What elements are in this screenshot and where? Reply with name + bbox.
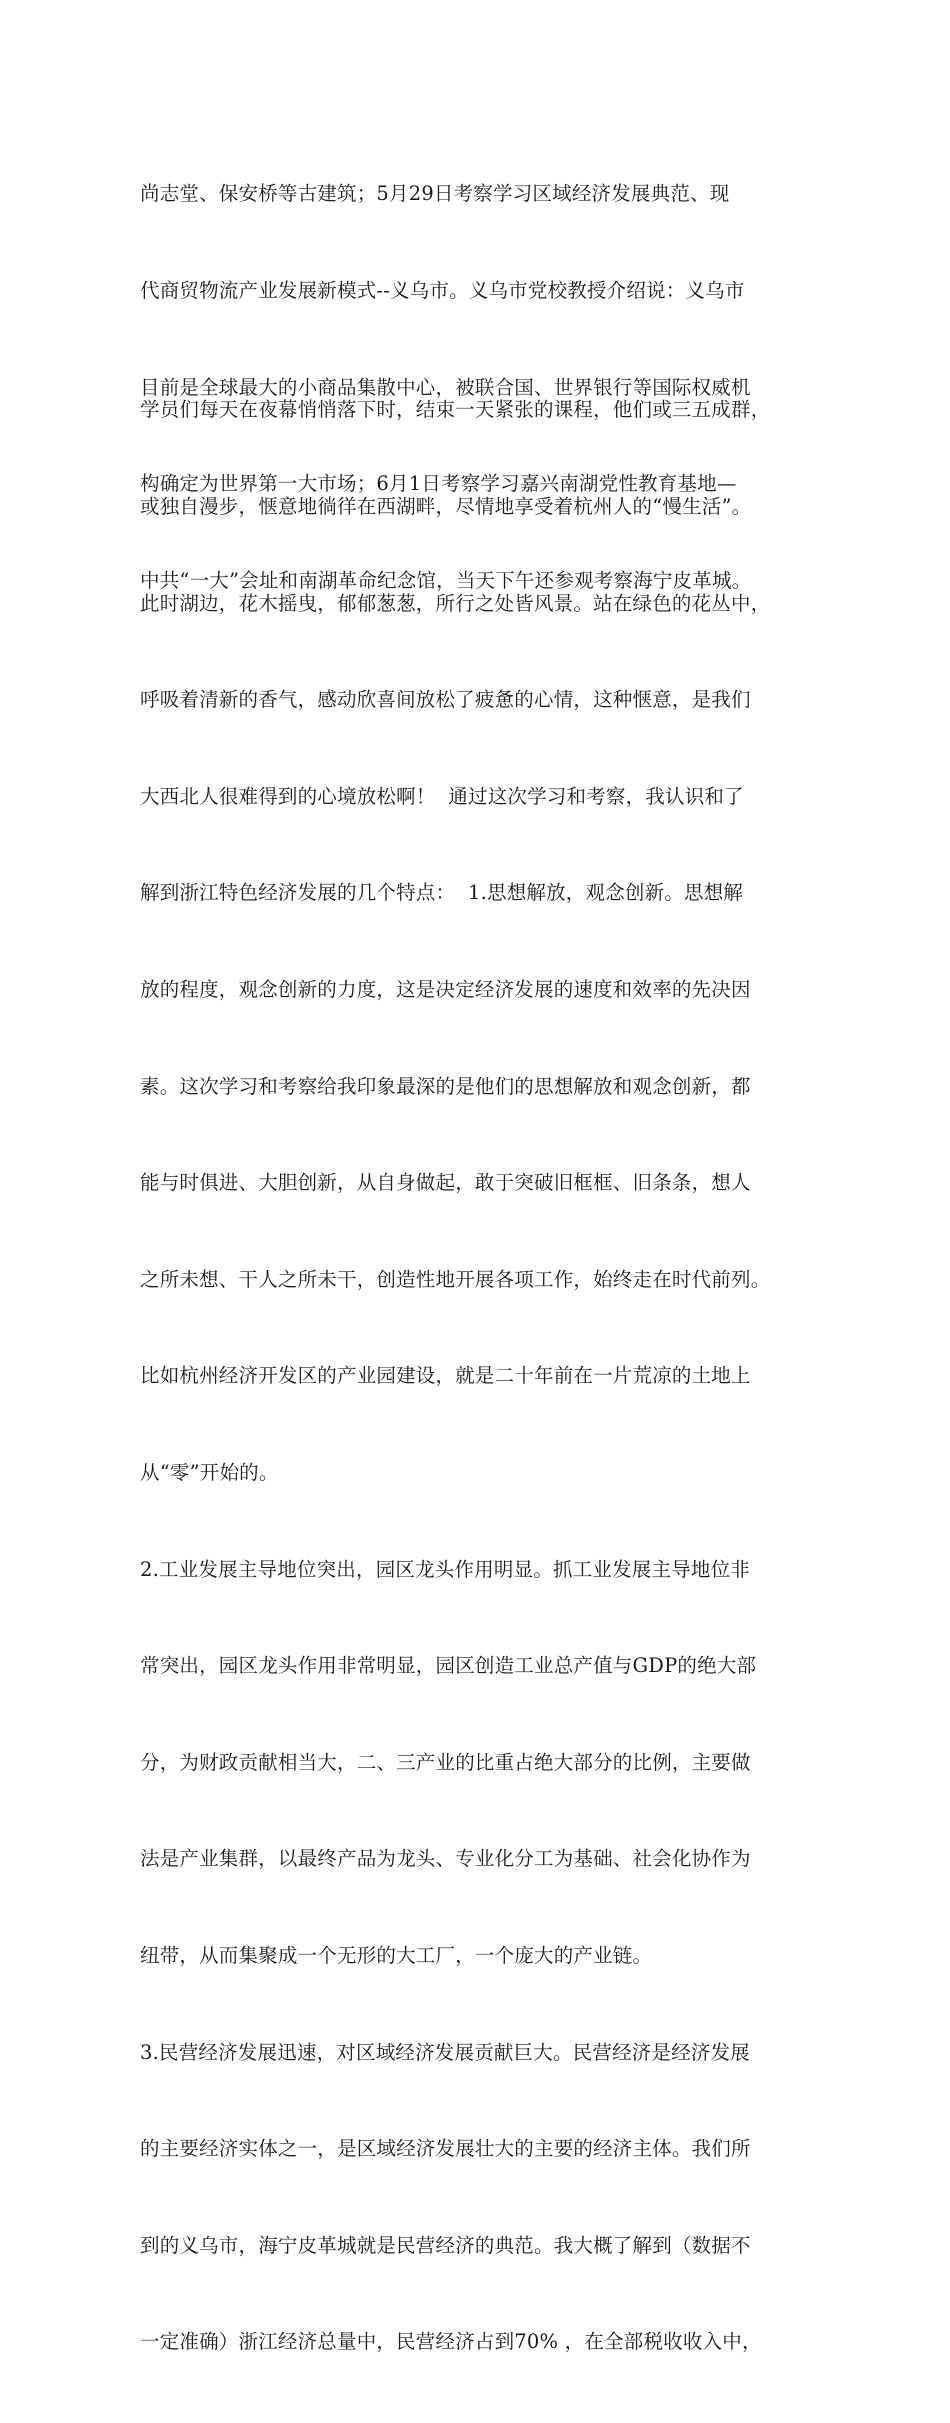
text-line: 放的程度，观念创新的力度，这是决定经济发展的速度和效率的先决因 xyxy=(140,977,751,1001)
text-line: 2.工业发展主导地位突出，园区龙头作用明显。抓工业发展主导地位非 xyxy=(140,1557,751,1581)
text-line: 目前是全球最大的小商品集散中心，被联合国、世界银行等国际权威机 xyxy=(140,375,751,399)
text-line: 尚志堂、保安桥等古建筑；5月29日考察学习区域经济发展典范、现 xyxy=(140,182,730,206)
text-line: 之所未想、干人之所未干，创造性地开展各项工作，始终走在时代前列。 xyxy=(140,1267,771,1291)
text-line: 到的义乌市，海宁皮革城就是民营经济的典范。我大概了解到（数据不 xyxy=(140,2233,751,2257)
text-line: 一定准确）浙江经济总量中，民营经济占到70% ，在全部税收收入中， xyxy=(140,2330,762,2354)
text-line: 中共“一大”会址和南湖革命纪念馆，当天下午还参观考察海宁皮革城。 xyxy=(140,568,752,592)
text-line: 能与时俱进、大胆创新，从自身做起，敢于突破旧框框、旧条条，想人 xyxy=(140,1171,751,1195)
text-line: 此时湖边，花木摇曳，郁郁葱葱，所行之处皆风景。站在绿色的花丛中， xyxy=(140,591,771,615)
text-line: 呼吸着清新的香气，感动欣喜间放松了疲惫的心情，这种惬意，是我们 xyxy=(140,688,751,712)
text-line: 大西北人很难得到的心境放松啊！ 通过这次学习和考察，我认识和了 xyxy=(140,784,744,808)
text-line: 3.民营经济发展迅速，对区域经济发展贡献巨大。民营经济是经济发展 xyxy=(140,2040,751,2064)
text-line: 分，为财政贡献相当大，二、三产业的比重占绝大部分的比例，主要做 xyxy=(140,1750,751,1774)
text-line: 素。这次学习和考察给我印象最深的是他们的思想解放和观念创新，都 xyxy=(140,1074,751,1098)
text-line: 从“零”开始的。 xyxy=(140,1460,279,1484)
paragraph-observations xyxy=(140,330,830,2423)
text-line: 法是产业集群，以最终产品为龙头、专业化分工为基础、社会化协作为 xyxy=(140,1847,751,1871)
text-line: 解到浙江特色经济发展的几个特点： 1.思想解放，观念创新。思想解 xyxy=(140,881,744,905)
text-line: 或独自漫步，惬意地徜徉在西湖畔，尽情地享受着杭州人的“慢生活”。 xyxy=(140,495,752,518)
text-line: 学员们每天在夜幕悄悄落下时，结束一天紧张的课程，他们或三五成群， xyxy=(140,398,771,422)
text-line: 构确定为世界第一大市场；6月1日考察学习嘉兴南湖党性教育基地— xyxy=(140,472,737,496)
text-line: 的主要经济实体之一，是区域经济发展壮大的主要的经济主体。我们所 xyxy=(140,2137,751,2161)
text-line: 代商贸物流产业发展新模式--义乌市。义乌市党校教授介绍说：义乌市 xyxy=(140,279,745,302)
text-line: 常突出，园区龙头作用非常明显，园区创造工业总产值与GDP的绝大部 xyxy=(140,1654,757,1678)
text-line: 纽带，从而集聚成一个无形的大工厂，一个庞大的产业链。 xyxy=(140,1943,653,1967)
text-line: 比如杭州经济开发区的产业园建设，就是二十年前在一片荒凉的土地上 xyxy=(140,1364,751,1388)
